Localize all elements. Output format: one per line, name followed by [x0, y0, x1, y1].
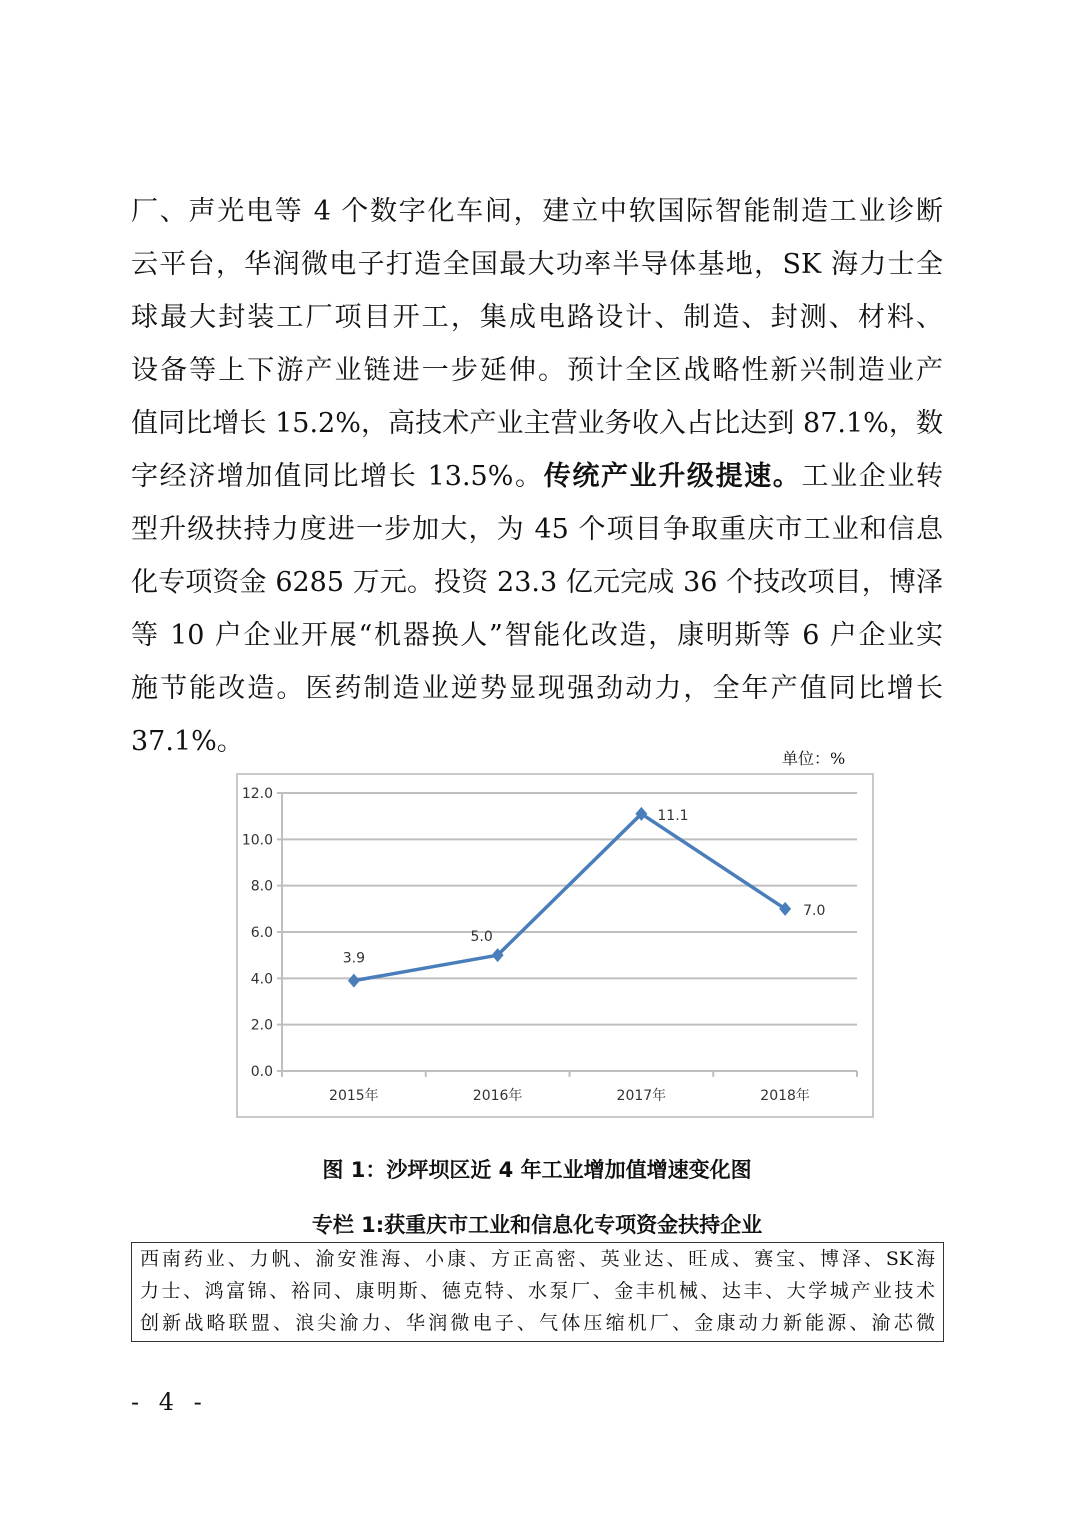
data-label: 11.1	[657, 807, 689, 824]
data-point-marker	[348, 974, 360, 988]
body-line: 37.1%。	[131, 726, 244, 757]
x-tick-label: 2018年	[760, 1088, 810, 1104]
enterprise-list-line: 西南药业、力帆、渝安淮海、小康、方正高密、英业达、旺成、赛宝、博泽、SK海	[140, 1248, 935, 1270]
x-tick-label: 2015年	[329, 1088, 379, 1104]
body-line: 球最大封装工厂项目开工，集成电路设计、制造、封测、材料、	[131, 302, 943, 333]
enterprise-list-box	[131, 1242, 944, 1342]
y-tick-label: 4.0	[250, 971, 273, 988]
data-label: 3.9	[342, 950, 366, 967]
body-line: 施节能改造。医药制造业逆势显现强劲动力，全年产值同比增长	[131, 673, 943, 704]
enterprise-list-line: 力士、鸿富锦、裕同、康明斯、德克特、水泵厂、金丰机械、达丰、大学城产业技术	[140, 1280, 935, 1302]
y-tick-label: 2.0	[250, 1017, 273, 1034]
body-line: 化专项资金 6285 万元。投资 23.3 亿元完成 36 个技改项目，博泽	[131, 567, 943, 598]
body-line: 厂、声光电等 4 个数字化车间，建立中软国际智能制造工业诊断	[131, 196, 943, 227]
bold-heading-inline: 传统产业升级提速。	[543, 461, 802, 492]
body-line: 值同比增长 15.2%，高技术产业主营业务收入占比达到 87.1%，数	[131, 408, 943, 439]
y-tick-label: 12.0	[241, 786, 273, 802]
data-point-marker	[779, 902, 791, 916]
body-line-mixed	[131, 452, 943, 502]
body-line: 型升级扶持力度进一步加大，为 45 个项目争取重庆市工业和信息	[131, 514, 943, 545]
box-title: 专栏 1:获重庆市工业和信息化专项资金扶持企业	[311, 1213, 763, 1237]
chart-frame	[236, 773, 874, 1118]
body-text-segment: 字经济增加值同比增长 13.5%。	[131, 461, 544, 492]
enterprise-list-line: 创新战略联盟、浪尖渝力、华润微电子、气体压缩机厂、金康动力新能源、渝芯微	[140, 1312, 935, 1334]
body-line: 等 10 户企业开展“机器换人”智能化改造，康明斯等 6 户企业实	[131, 620, 943, 651]
y-tick-label: 10.0	[241, 832, 273, 849]
y-tick-label: 8.0	[250, 878, 273, 895]
figure-caption: 图 1：沙坪坝区近 4 年工业增加值增速变化图	[322, 1158, 752, 1182]
data-label: 7.0	[803, 902, 826, 919]
chart-unit-label: 单位：%	[782, 749, 846, 768]
body-line: 云平台，华润微电子打造全国最大功率半导体基地，SK 海力士全	[131, 249, 943, 280]
body-line: 设备等上下游产业链进一步延伸。预计全区战略性新兴制造业产	[131, 355, 943, 386]
x-tick-label: 2017年	[616, 1088, 667, 1104]
body-text-segment: 工业企业转	[801, 461, 944, 492]
line-chart	[238, 775, 872, 1116]
y-tick-label: 6.0	[250, 925, 273, 941]
page-number: - 4 -	[131, 1388, 208, 1416]
x-tick-label: 2016年	[472, 1088, 523, 1104]
y-tick-label: 0.0	[250, 1064, 273, 1080]
data-label: 5.0	[470, 929, 493, 946]
